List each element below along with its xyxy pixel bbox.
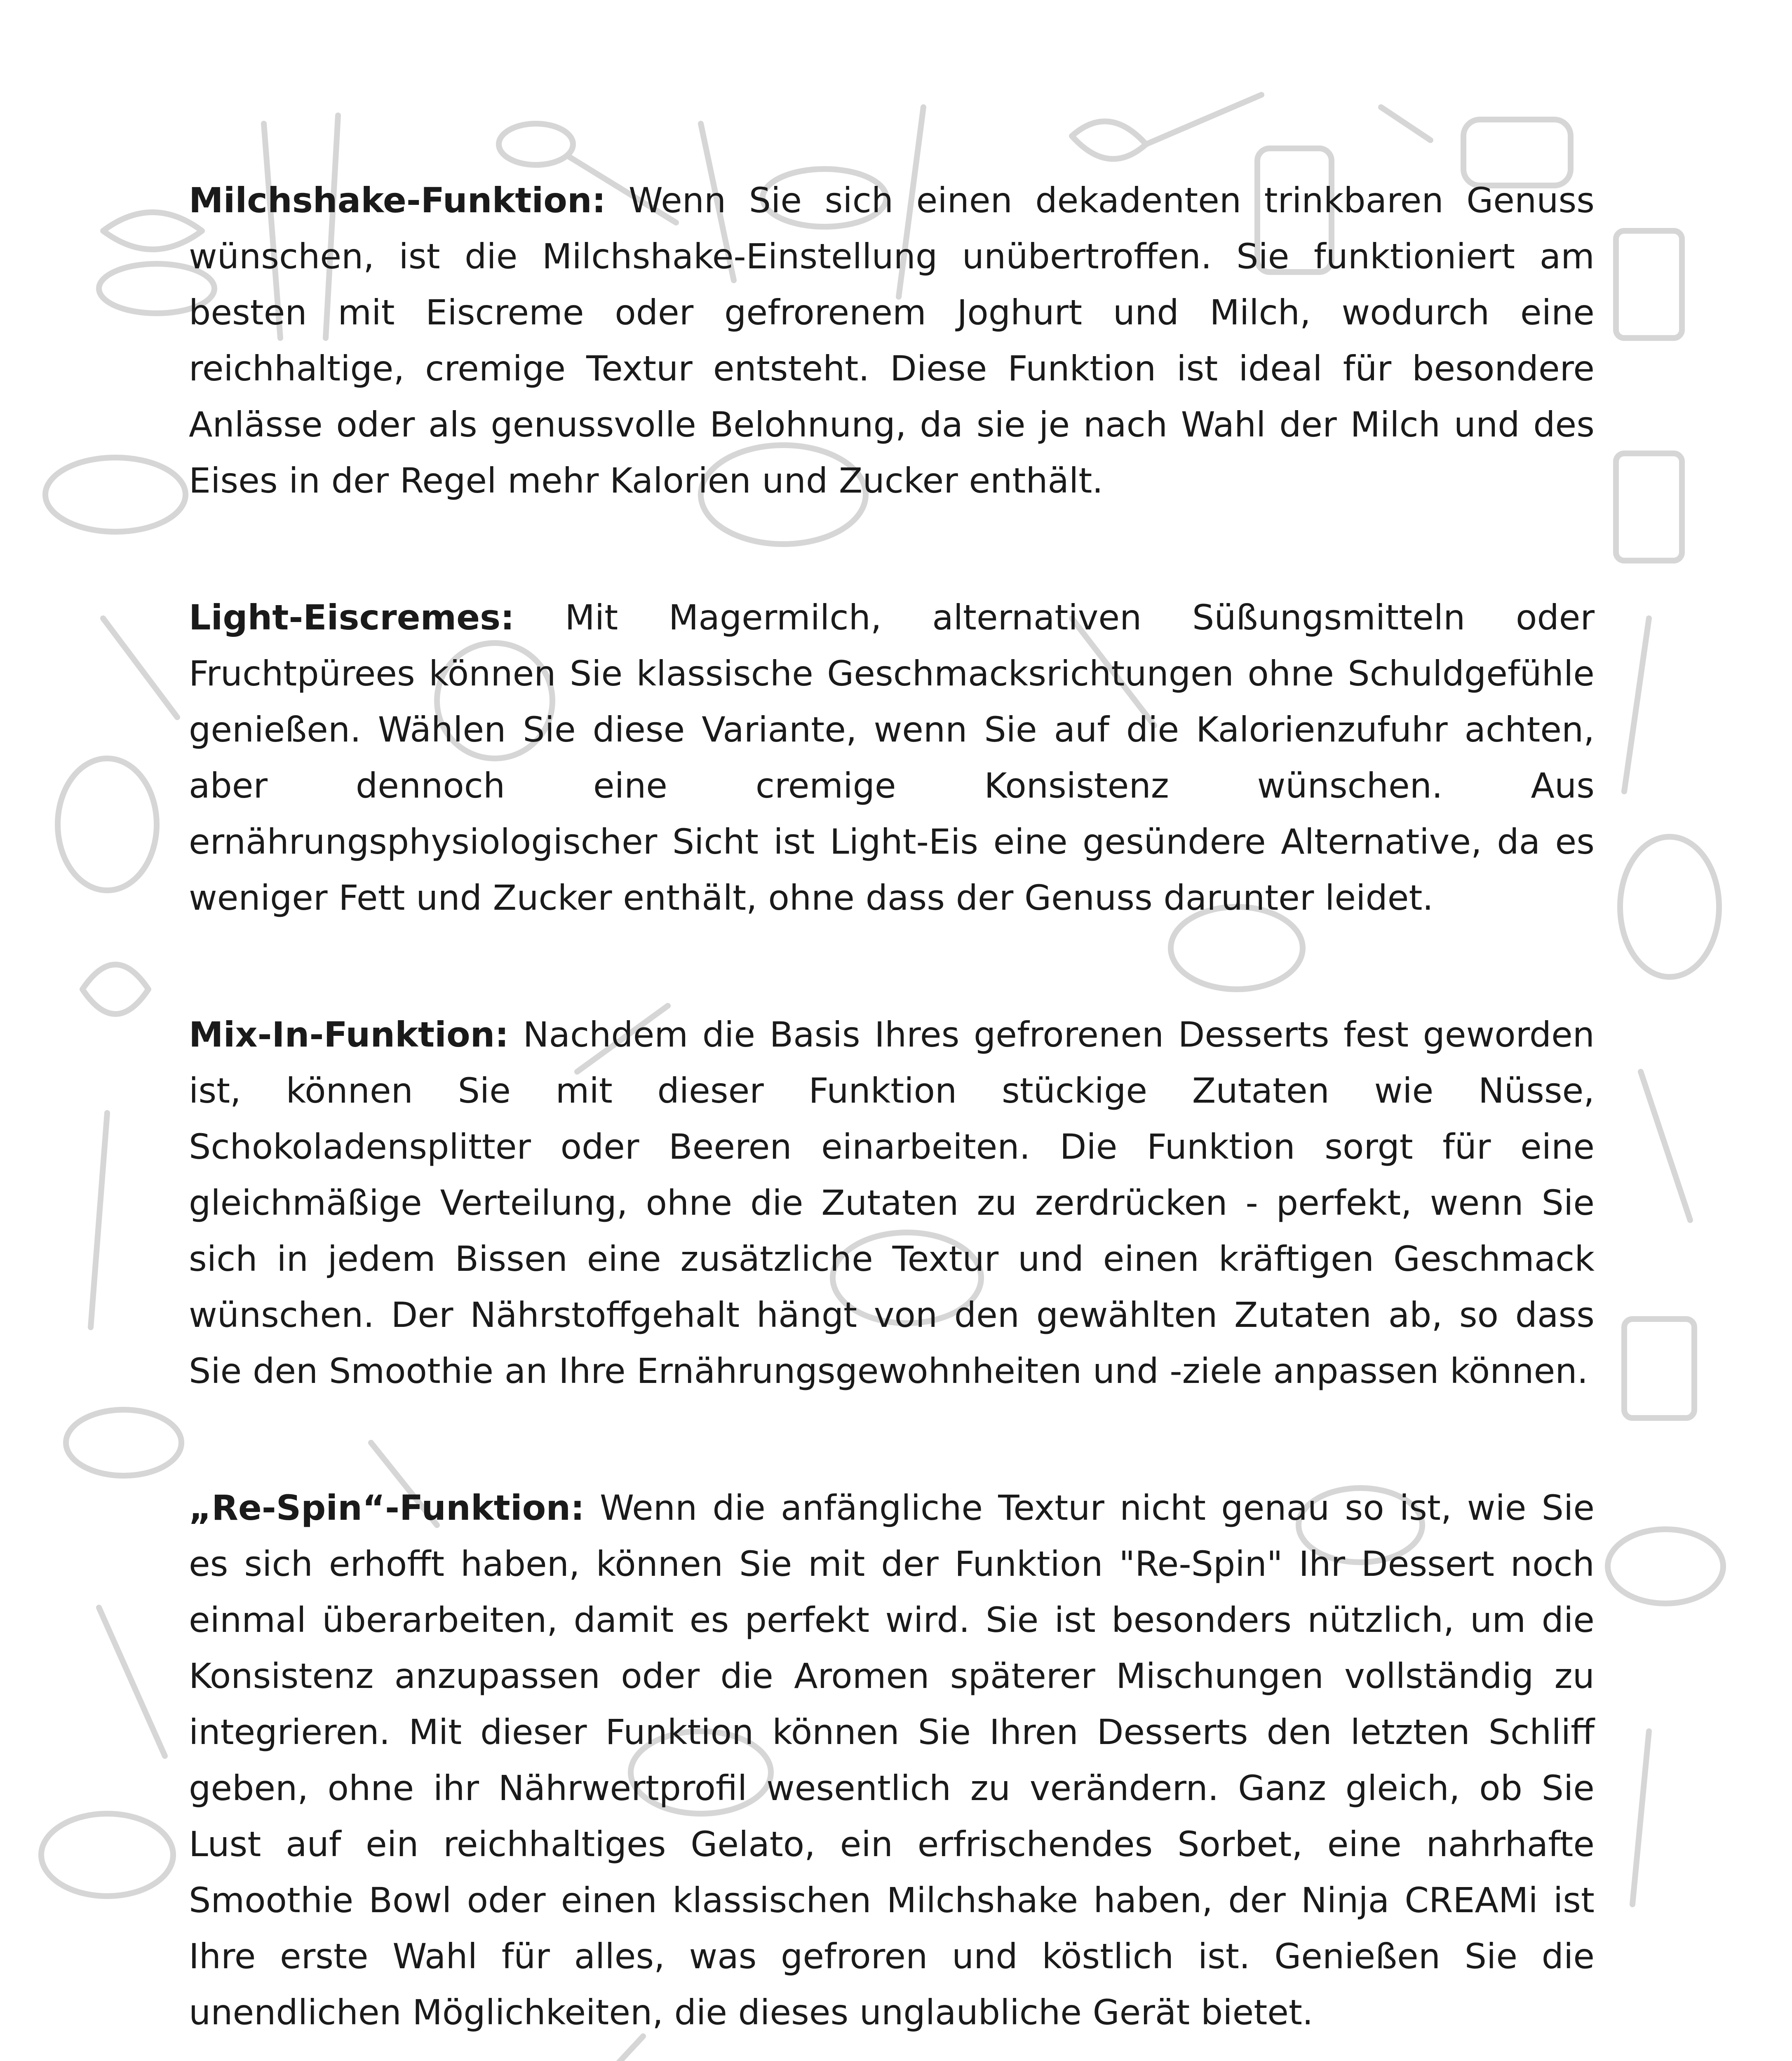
milkshake-function-text: Wenn Sie sich einen dekadenten trinkbaren Genuss wünschen, ist die Milchshake-Einstellung unübertroffen. Sie funktioniert am besten mit Eiscreme oder gefrorenem Joghurt und Milch, wodurch eine reichhaltige, cremige Textur entsteht. Diese Funktion ist ideal für besondere Anlässe oder als genussvolle Belohnung, da sie je nach Wahl der Milch und des Eises in der Regel mehr Kalorien und Zucker enthält. <box>189 180 1595 501</box>
mix-in-function-heading: Mix-In-Funktion: <box>189 1014 509 1055</box>
light-ice-cream-heading: Light-Eiscremes: <box>189 597 514 638</box>
milkshake-function-paragraph <box>189 172 1595 509</box>
re-spin-function-paragraph <box>189 1480 1595 2040</box>
document-body <box>189 172 1595 2061</box>
mix-in-function-text: Nachdem die Basis Ihres gefrorenen Desserts fest geworden ist, können Sie mit dieser Funktion stückige Zutaten wie Nüsse, Schokoladensplitter oder Beeren einarbeiten. Die Funktion sorgt für eine gleichmäßige Verteilung, ohne die Zutaten zu zerdrücken - perfekt, wenn Sie sich in jedem Bissen eine zusätzliche Textur und einen kräftigen Geschmack wünschen. Der Nährstoffgehalt hängt von den gewählten Zutaten ab, so dass Sie den Smoothie an Ihre Ernährungsgewohnheiten und -ziele anpassen können. <box>189 1014 1595 1391</box>
re-spin-function-heading: „Re-Spin“-Funktion: <box>189 1488 585 1528</box>
milkshake-function-heading: Milchshake-Funktion: <box>189 180 606 221</box>
mix-in-function-paragraph <box>189 1007 1595 1399</box>
light-ice-cream-text: Mit Magermilch, alternativen Süßungsmitteln oder Fruchtpürees können Sie klassische Geschmacksrichtungen ohne Schuldgefühle genießen. Wählen Sie diese Variante, wenn Sie auf die Kalorienzufuhr achten, aber dennoch eine cremige Konsistenz wünschen. Aus ernährungsphysiologischer Sicht ist Light-Eis eine gesündere Alternative, da es weniger Fett und Zucker enthält, ohne dass der Genuss darunter leidet. <box>189 597 1595 918</box>
light-ice-cream-paragraph <box>189 589 1595 926</box>
re-spin-function-text: Wenn die anfängliche Textur nicht genau so ist, wie Sie es sich erhofft haben, können Sie mit der Funktion "Re-Spin" Ihr Dessert noch einmal überarbeiten, damit es perfekt wird. Sie ist besonders nützlich, um die Konsistenz anzupassen oder die Aromen späterer Mischungen vollständig zu integrieren. Mit dieser Funktion können Sie Ihren Desserts den letzten Schliff geben, ohne ihr Nährwertprofil wesentlich zu verändern. Ganz gleich, ob Sie Lust auf ein reichhaltiges Gelato, ein erfrischendes Sorbet, eine nahrhafte Smoothie Bowl oder einen klassischen Milchshake haben, der Ninja CREAMi ist Ihre erste Wahl für alles, was gefroren und köstlich ist. Genießen Sie die unendlichen Möglichkeiten, die dieses unglaubliche Gerät bietet. <box>189 1488 1595 2033</box>
